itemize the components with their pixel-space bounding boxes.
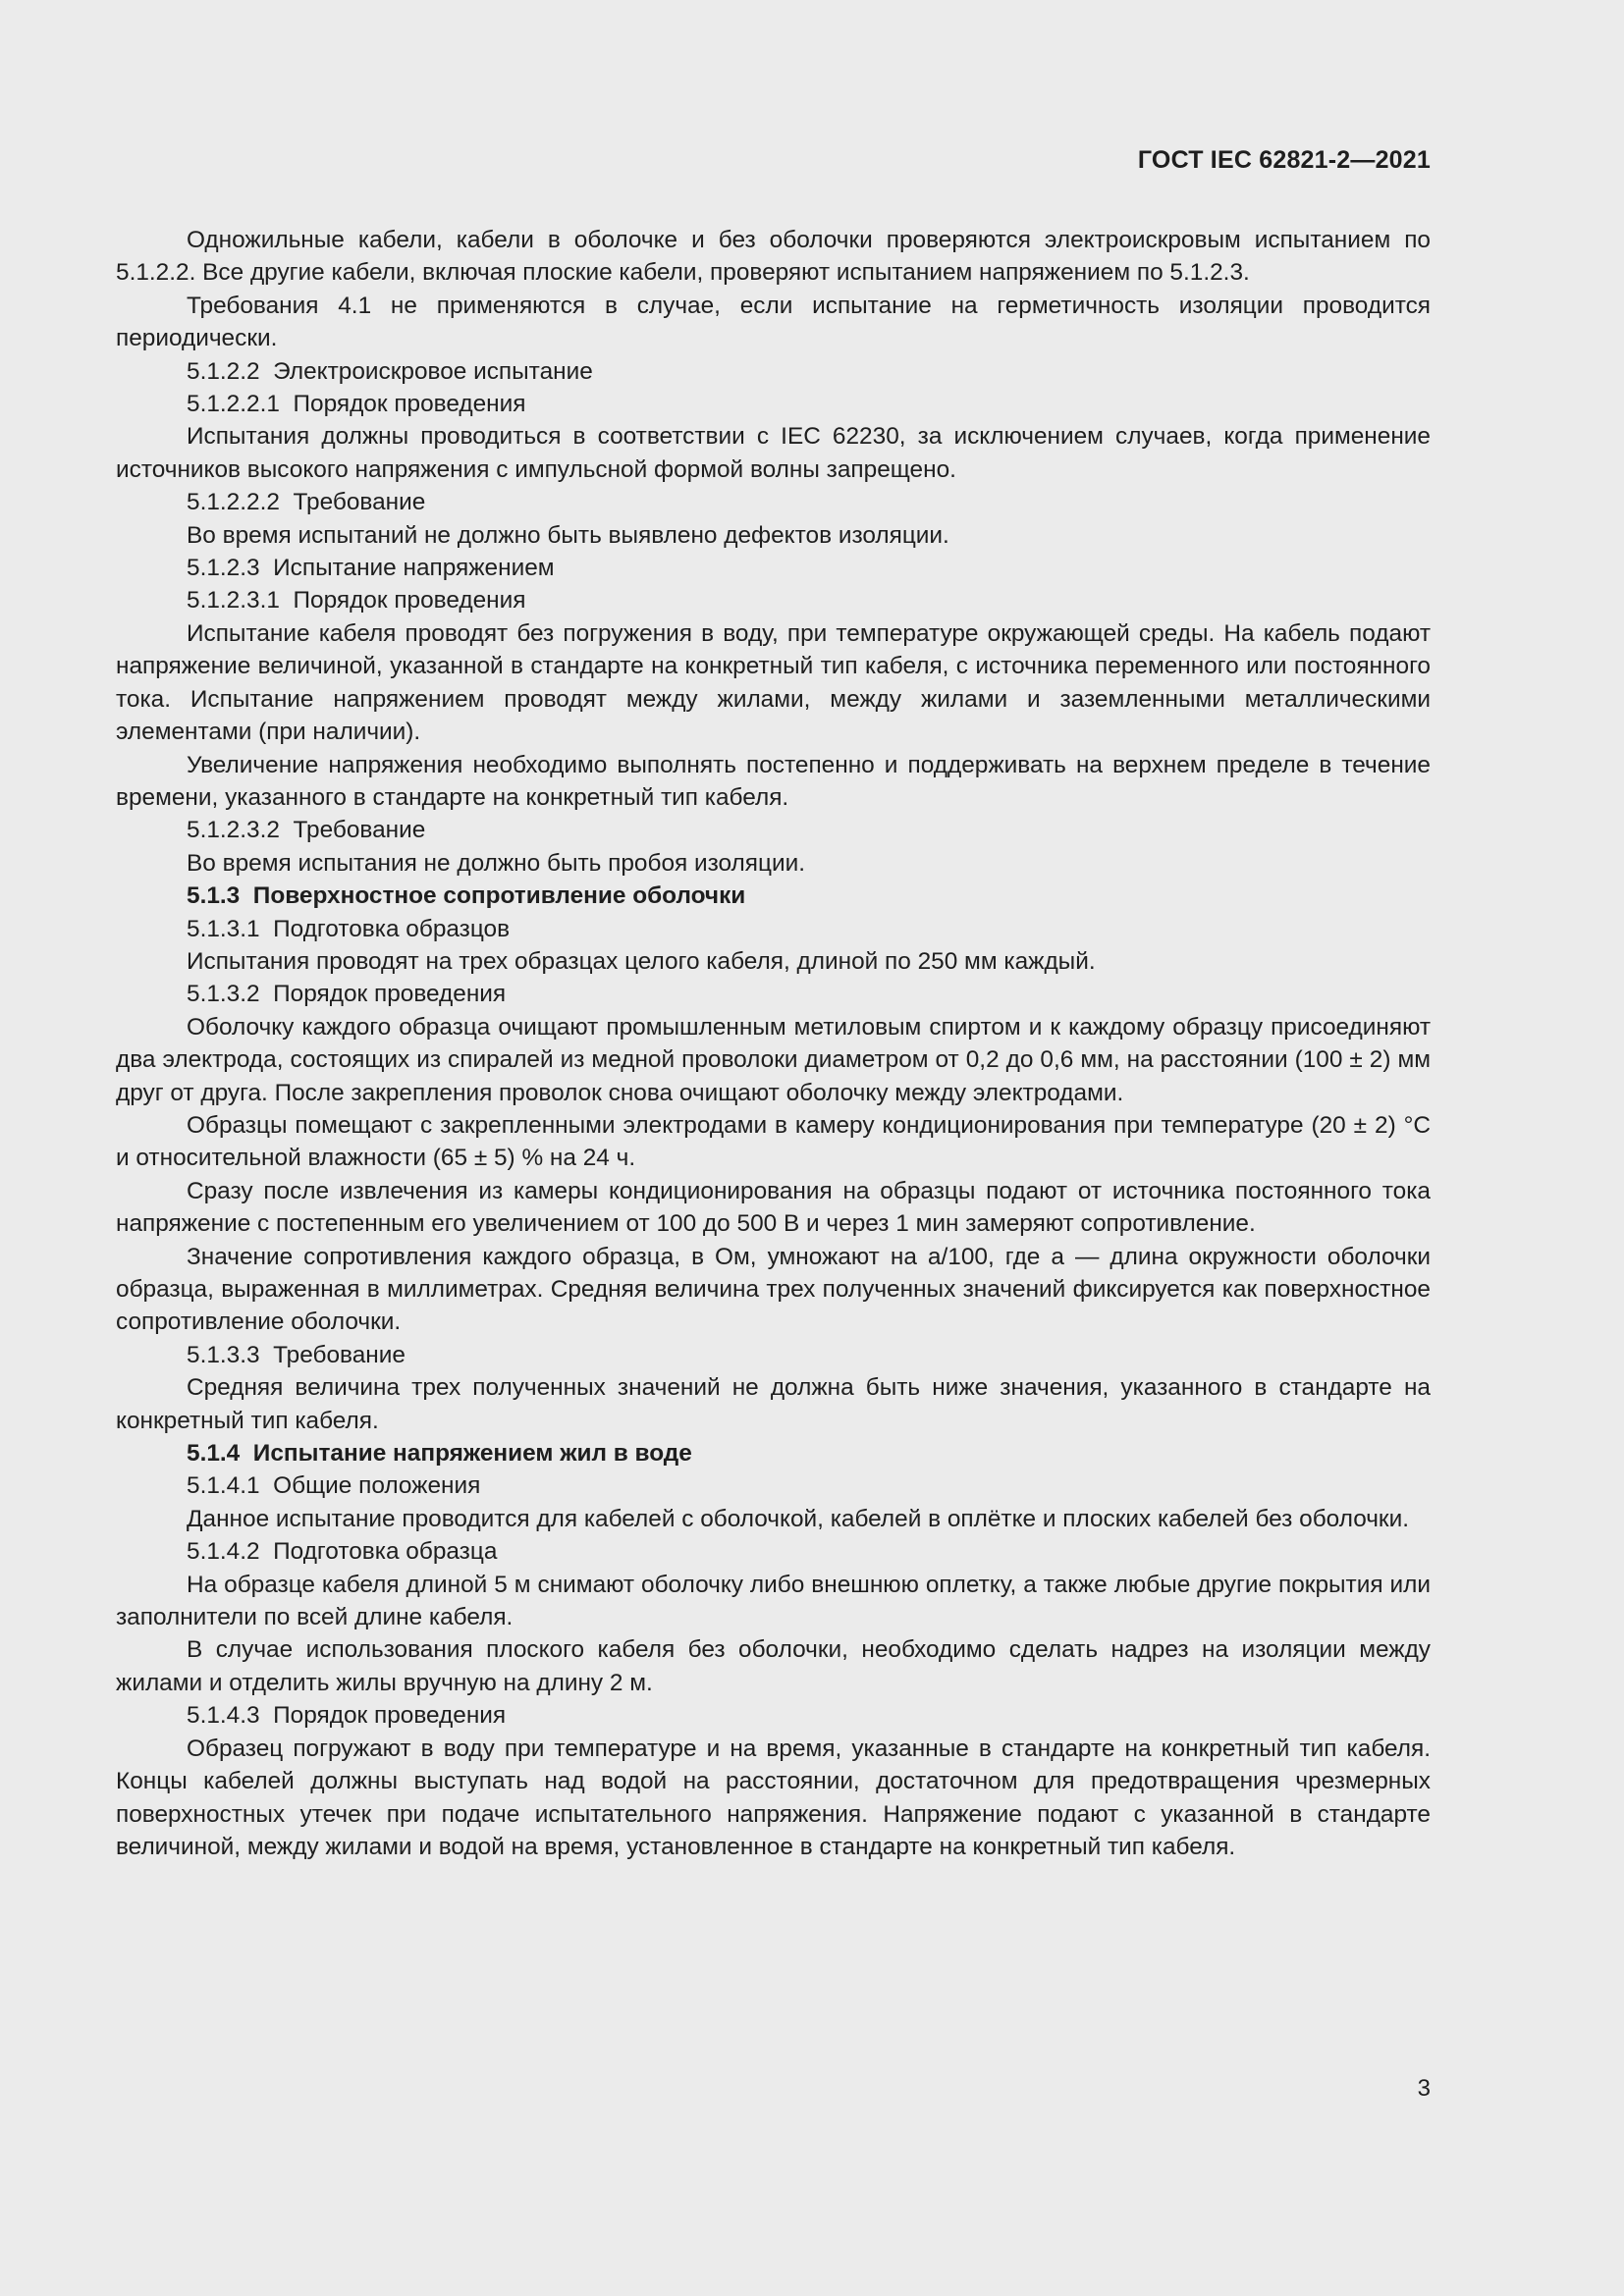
section-heading-bold: 5.1.4 Испытание напряжением жил в воде [187,1440,692,1468]
paragraph: Средняя величина трех полученных значений не должна быть ниже значения, указанного в стандарте на конкретный тип кабеля. [116,1374,1431,1434]
section-heading: 5.1.2.3 Испытание напряжением [187,555,555,582]
section-heading: 5.1.2.2.1 Порядок проведения [187,391,526,418]
section-heading: 5.1.3.1 Подготовка образцов [187,915,511,942]
paragraph: Сразу после извлечения из камеры кондиционирования на образцы подают от источника постоянного тока напряжение с постепенным его увеличением от 100 до 500 В и через 1 мин замеряют сопротивление. [116,1177,1431,1238]
paragraph: Испытание кабеля проводят без погружения в воду, при температуре окружающей среды. На кабель подают напряжение величиной, указанной в стандарте на конкретный тип кабеля, с источника переменного или постоянного тока. Испытание напряжением проводят между жилами, между жилами и заземленными металлическими элементами (при наличии). [116,619,1431,746]
paragraph: На образце кабеля длиной 5 м снимают оболочку либо внешнюю оплетку, а также любые другие покрытия или заполнители по всей длине кабеля. [116,1571,1431,1631]
paragraph: Требования 4.1 не применяются в случае, если испытание на герметичность изоляции проводится периодически. [116,292,1431,352]
paragraph: Образец погружают в воду при температуре и на время, указанные в стандарте на конкретный тип кабеля. Концы кабелей должны выступать над водой на расстоянии, достаточном для предотвращения чрезмерных поверхностных утечек при подаче испытательного напряжения. Напряжение подают с указанной в стандарте величиной, между жилами и водой на время, установленное в стандарте на конкретный тип кабеля. [116,1735,1431,1860]
paragraph: Испытания проводят на трех образцах целого кабеля, длиной по 250 мм каждый. [187,947,1096,975]
section-heading: 5.1.2.3.2 Требование [187,817,426,844]
section-heading: 5.1.3.3 Требование [187,1341,406,1368]
document-body [116,224,1431,1863]
paragraph: Оболочку каждого образца очищают промышленным метиловым спиртом и к каждому образцу присоединяют два электрода, состоящих из спиралей из медной проволоки диаметром от 0,2 до 0,6 мм, на расстоянии (100 ± 2) мм друг от друга. После закрепления проволок снова очищают оболочку между электродами. [116,1013,1431,1106]
section-heading: 5.1.4.3 Порядок проведения [187,1702,507,1730]
page-number: 3 [1417,2075,1431,2102]
paragraph: Образцы помещают с закрепленными электродами в камеру кондиционирования при температуре (20 ± 2) °С и относительной влажности (65 ± 5) % на 24 ч. [116,1111,1431,1172]
section-heading: 5.1.4.1 Общие положения [187,1472,481,1500]
paragraph: Данное испытание проводится для кабелей с оболочкой, кабелей в оплётке и плоских кабелей без оболочки. [187,1505,1410,1532]
paragraph: Одножильные кабели, кабели в оболочке и без оболочки проверяются электроискровым испытанием по 5.1.2.2. Все другие кабели, включая плоские кабели, проверяют испытанием напряжением по 5.1.2.3. [116,227,1431,287]
paragraph: Во время испытаний не должно быть выявлено дефектов изоляции. [187,521,949,549]
document-code-header: ГОСТ IEC 62821-2—2021 [1137,146,1431,174]
paragraph: Во время испытания не должно быть пробоя изоляции. [187,849,805,877]
paragraph: Значение сопротивления каждого образца, в Ом, умножают на a/100, где a — длина окружности оболочки образца, выраженная в миллиметрах. Средняя величина трех полученных значений фиксируется как поверхностное сопротивление оболочки. [116,1243,1431,1336]
section-heading: 5.1.4.2 Подготовка образца [187,1538,498,1566]
paragraph: Испытания должны проводиться в соответствии с IEC 62230, за исключением случаев, когда применение источников высокого напряжения с импульсной формой волны запрещено. [116,423,1431,483]
section-heading: 5.1.3.2 Порядок проведения [187,981,507,1008]
section-heading: 5.1.2.2.2 Требование [187,489,426,516]
paragraph: В случае использования плоского кабеля без оболочки, необходимо сделать надрез на изоляции между жилами и отделить жилы вручную на длину 2 м. [116,1636,1431,1696]
section-heading-bold: 5.1.3 Поверхностное сопротивление оболочки [187,882,746,910]
section-heading: 5.1.2.2 Электроискровое испытание [187,357,593,385]
section-heading: 5.1.2.3.1 Порядок проведения [187,587,526,614]
paragraph: Увеличение напряжения необходимо выполнять постепенно и поддерживать на верхнем пределе в течение времени, указанного в стандарте на конкретный тип кабеля. [116,751,1431,811]
